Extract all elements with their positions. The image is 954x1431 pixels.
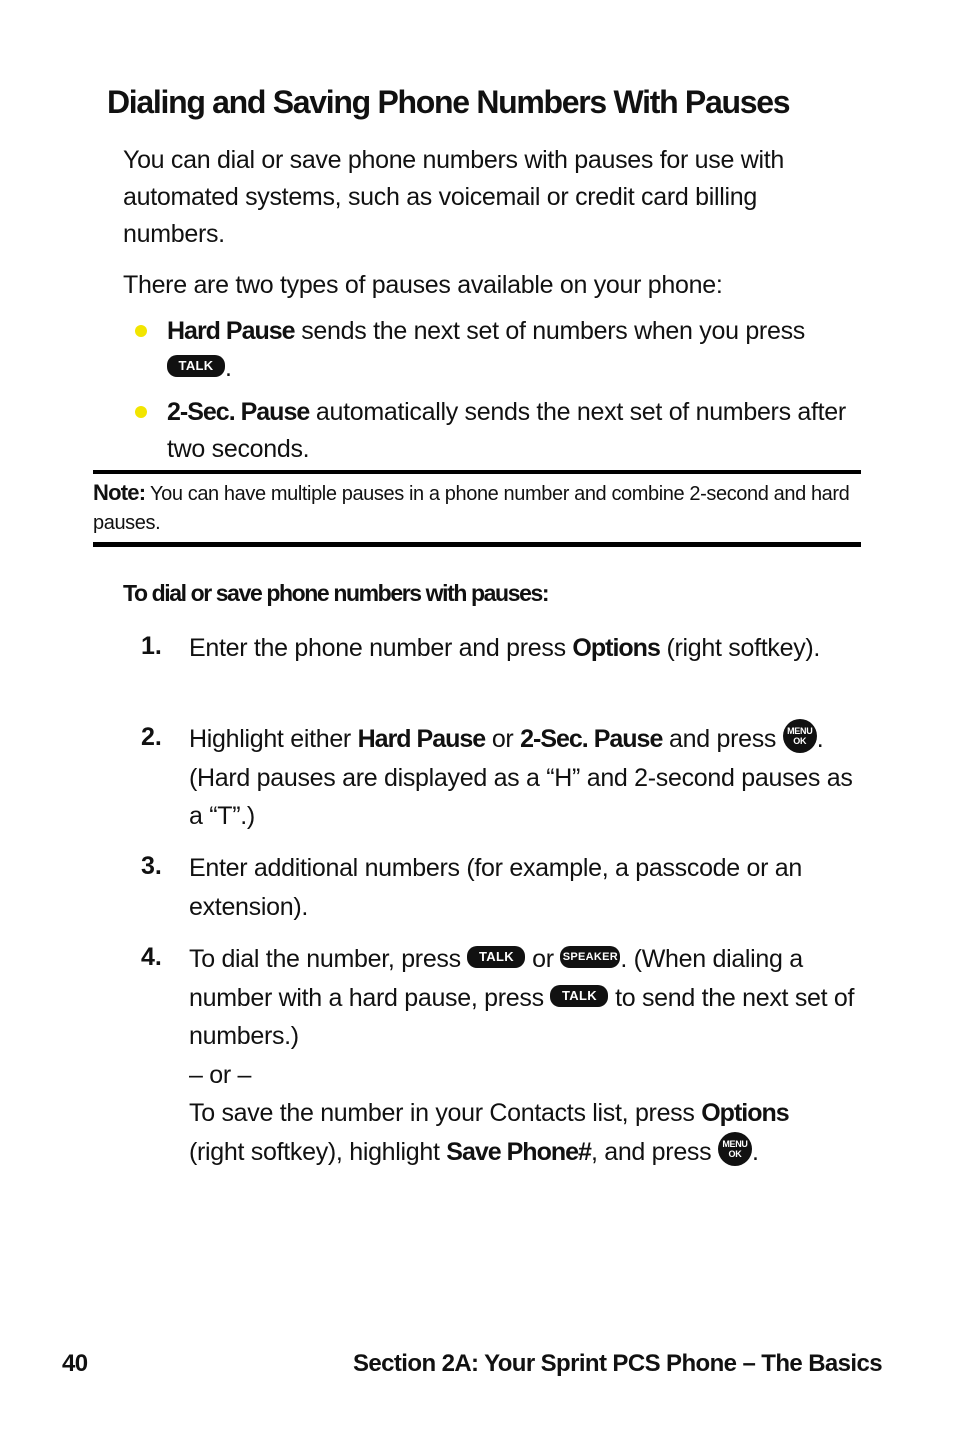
speaker-key-icon: SPEAKER — [560, 946, 620, 968]
step-number: 3. — [141, 852, 162, 880]
bullet-dot-icon — [135, 406, 147, 418]
step-number: 4. — [141, 943, 162, 971]
step-number: 1. — [141, 632, 162, 660]
step-3-text: Enter additional numbers (for example, a passcode or an extension). — [189, 854, 803, 921]
step-4-text: To dial the number, press TALK or SPEAKER. (When dialing a number with a hard pause, press TALK to send the next set of numbers.) – or – To save the number in your Contacts list, press Options (right softkey), highlight Save Phone#, and press MENU OK . — [189, 945, 855, 1166]
pause-types-intro: There are two types of pauses available on your phone: — [123, 271, 723, 299]
note-bottom-rule — [93, 542, 861, 547]
step-2-text: Highlight either Hard Pause or 2-Sec. Pause and press MENU OK . (Hard pauses are displayed as a “H” and 2-second pauses as a “T”.) — [189, 720, 864, 836]
save-phone-term: Save Phone# — [446, 1137, 591, 1166]
bullet-text: sends the next set of numbers when you press — [294, 317, 805, 345]
talk-key-icon: TALK — [167, 355, 225, 377]
bullet-dot-icon — [135, 325, 147, 337]
note-label: Note: — [93, 480, 146, 505]
page-title: Dialing and Saving Phone Numbers With Pauses — [107, 84, 790, 120]
term-2sec-pause: 2-Sec. Pause — [520, 725, 663, 753]
term-2sec-pause: 2-Sec. Pause — [167, 398, 310, 426]
intro-paragraph: You can dial or save phone numbers with pauses for use with automated systems, such as voicemail or credit card billing numbers. — [123, 146, 784, 248]
options-term: Options — [572, 634, 660, 662]
bullet-text-end: . — [225, 354, 232, 382]
or-separator: – or – — [189, 1060, 252, 1089]
section-footer: Section 2A: Your Sprint PCS Phone – The Basics — [353, 1350, 882, 1377]
step-1-text: Enter the phone number and press Options (right softkey). — [189, 634, 821, 662]
note-top-rule — [93, 470, 861, 474]
menu-ok-key-icon: MENU OK — [718, 1132, 752, 1166]
bullet-text: automatically sends the next set of numbers after two seconds. — [167, 398, 846, 463]
talk-key-icon: TALK — [550, 985, 608, 1007]
talk-key-icon: TALK — [467, 946, 525, 968]
page-number: 40 — [62, 1350, 88, 1377]
procedure-heading: To dial or save phone numbers with pauses: — [123, 580, 549, 606]
note-text: You can have multiple pauses in a phone number and combine 2-second and hard pauses. — [93, 483, 850, 534]
options-term: Options — [701, 1099, 789, 1127]
term-hard-pause: Hard Pause — [167, 317, 295, 345]
term-hard-pause: Hard Pause — [357, 725, 486, 753]
menu-ok-key-icon: MENU OK — [783, 719, 817, 753]
step-number: 2. — [141, 723, 162, 751]
note-box — [93, 478, 853, 538]
